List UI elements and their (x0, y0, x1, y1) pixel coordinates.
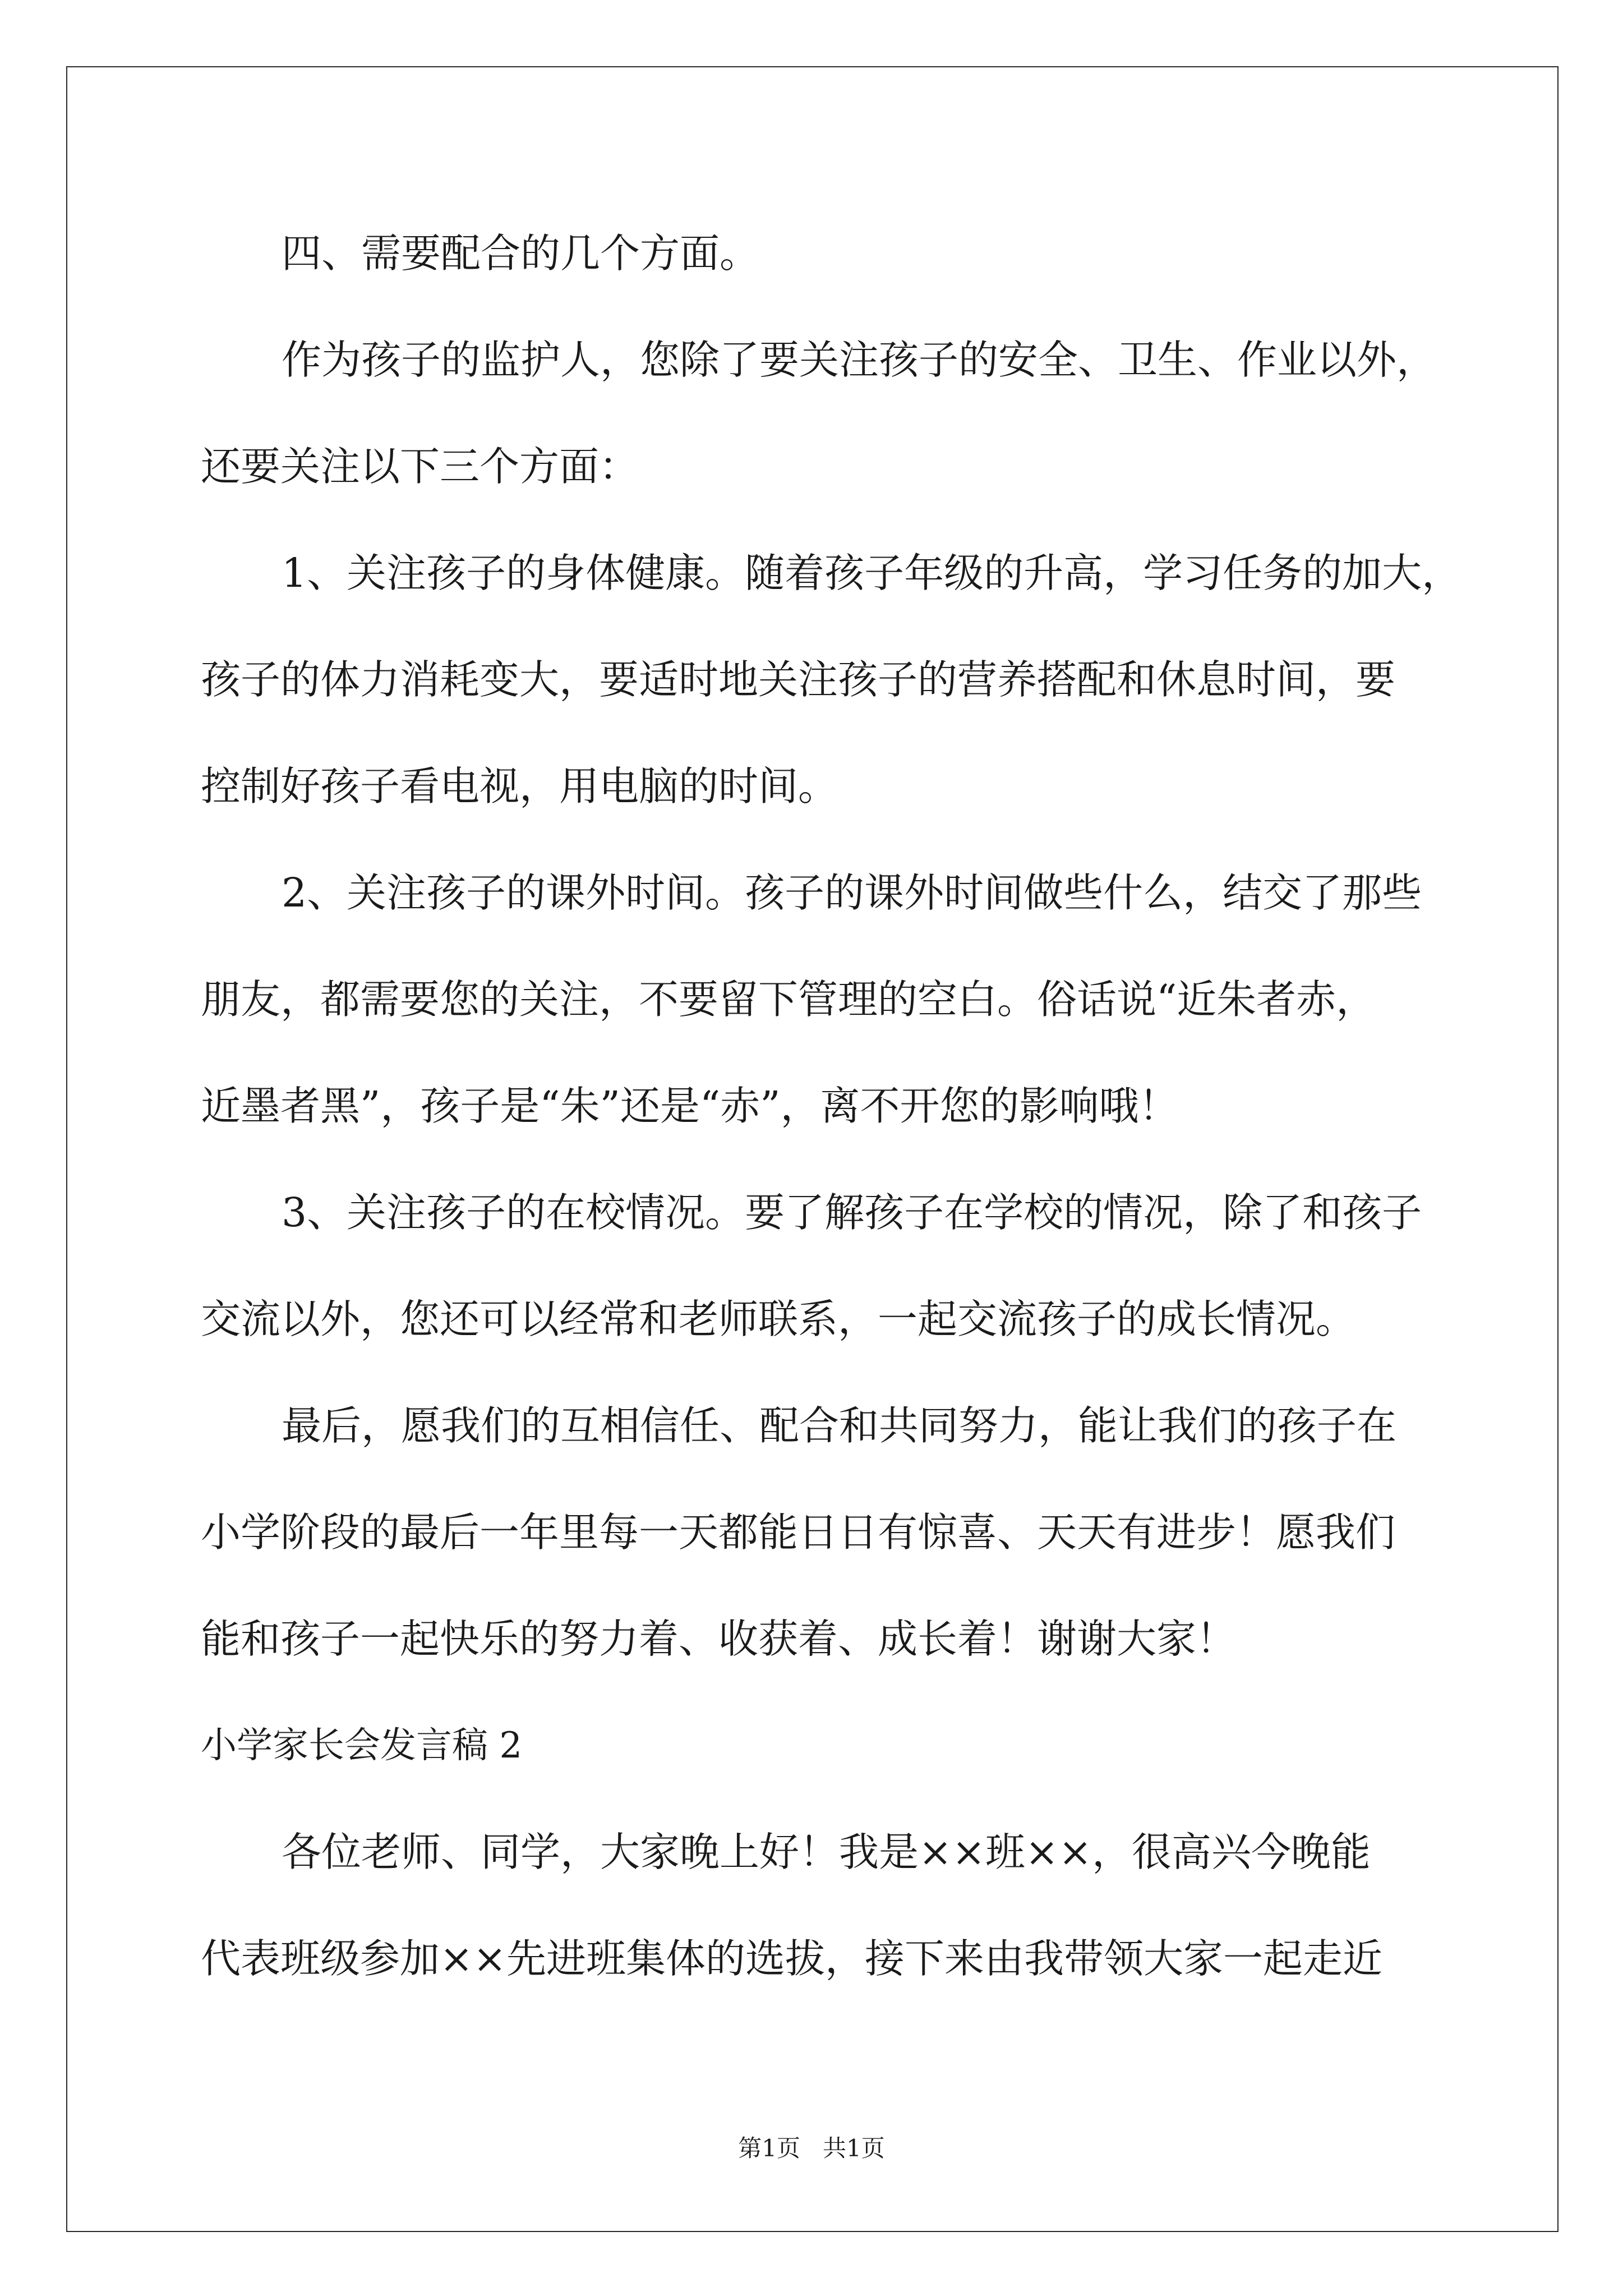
paragraph-line: 近墨者黑”，孩子是“朱”还是“赤”，离不开您的影响哦！ (201, 1083, 1179, 1129)
paragraph (201, 520, 1536, 840)
paragraph-line: 3、关注孩子的在校情况。要了解孩子在学校的情况，除了和孩子 (282, 1189, 1422, 1236)
paragraph-line: 小学阶段的最后一年里每一天都能日日有惊喜、天天有进步！愿我们 (201, 1509, 1396, 1556)
paragraph-line: 四、需要配合的几个方面。 (282, 230, 760, 277)
paragraph (201, 307, 1536, 520)
paragraph-line: 各位老师、同学，大家晚上好！我是××班××，很高兴今晚能 (282, 1829, 1371, 1875)
paragraph-line: 最后，愿我们的互相信任、配合和共同努力，能让我们的孩子在 (282, 1402, 1397, 1449)
paragraph-line: 能和孩子一起快乐的努力着、收获着、成长着！谢谢大家！ (201, 1616, 1237, 1662)
paragraph-line: 1、关注孩子的身体健康。随着孩子年级的升高，学习任务的加大， (282, 550, 1462, 596)
paragraph (201, 200, 1536, 307)
paragraph-line: 2、关注孩子的课外时间。孩子的课外时间做些什么，结交了那些 (282, 869, 1422, 916)
document-body (201, 200, 1536, 2012)
paragraph (201, 1373, 1536, 1692)
paragraph-line: 代表班级参加××先进班集体的选拔，接下来由我带领大家一起走近 (201, 1935, 1382, 1982)
paragraph-line: 还要关注以下三个方面： (201, 443, 639, 490)
paragraph (201, 840, 1536, 1159)
paragraph-line: 朋友，都需要您的关注，不要留下管理的空白。俗话说“近朱者赤， (201, 976, 1376, 1023)
section-heading: 小学家长会发言稿 2 (201, 1725, 523, 1766)
paragraph (201, 1799, 1536, 2012)
paragraph-line: 控制好孩子看电视，用电脑的时间。 (201, 763, 838, 809)
paragraph-line: 作为孩子的监护人，您除了要关注孩子的安全、卫生、作业以外， (282, 337, 1437, 383)
paragraph-line: 交流以外，您还可以经常和老师联系，一起交流孩子的成长情况。 (201, 1296, 1356, 1342)
paragraph (201, 1159, 1536, 1373)
page-footer: 第1页 共1页 (738, 2134, 885, 2162)
paragraph-line: 孩子的体力消耗变大，要适时地关注孩子的营养搭配和休息时间，要 (201, 656, 1396, 703)
